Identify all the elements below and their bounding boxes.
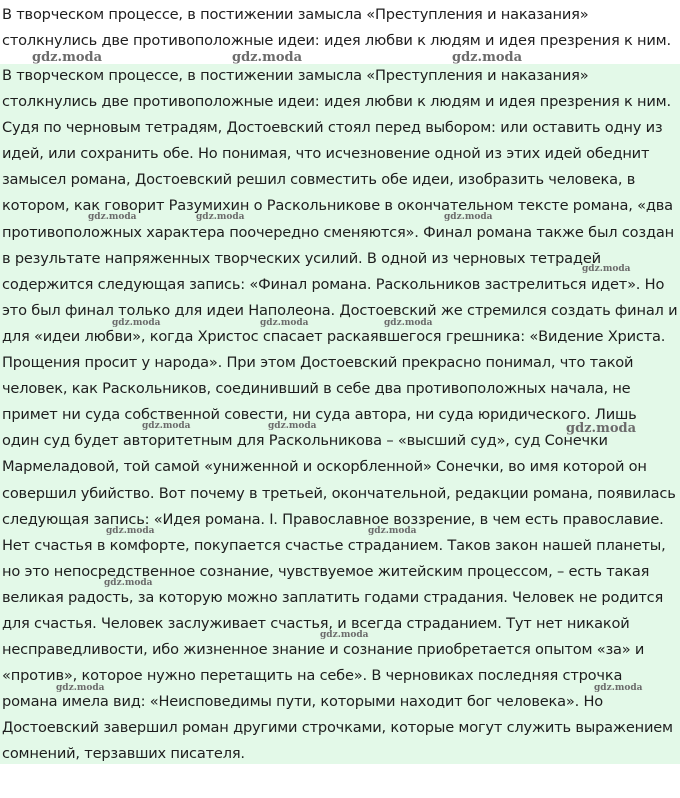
watermark: gdz.moda <box>196 212 245 222</box>
watermark: gdz.moda <box>106 526 155 536</box>
watermark: gdz.moda <box>32 50 103 64</box>
watermark: gdz.moda <box>56 683 105 693</box>
question-block <box>0 0 680 64</box>
watermark: gdz.moda <box>368 526 417 536</box>
question-text: В творческом процессе, в постижении замысла «Преступления и наказания» столкнулись две противоположные идеи: идея любви к людям и идея презрения к ним. <box>2 6 671 49</box>
answer-block <box>0 64 680 764</box>
watermark: gdz.moda <box>594 683 643 693</box>
watermark: gdz.moda <box>452 50 523 64</box>
watermark: gdz.moda <box>88 212 137 222</box>
watermark: gdz.moda <box>582 264 631 274</box>
watermark: gdz.moda <box>260 318 309 328</box>
watermark: gdz.moda <box>268 421 317 431</box>
watermark: gdz.moda <box>232 50 303 64</box>
watermark: gdz.moda <box>320 630 369 640</box>
watermark: gdz.moda <box>142 421 191 431</box>
watermark: gdz.moda <box>112 318 161 328</box>
watermark: gdz.moda <box>384 318 433 328</box>
answer-text: В творческом процессе, в постижении замысла «Преступления и наказания» столкнулись две противоположные идеи: идея любви к людям и идея презрения к ним. Судя по черновым тетрадям, Достоевский стоял перед выбором: или оставить одну из идей, или сохранить обе. Но понимая, что исчезновение одной из этих идей обеднит замысел романа, Достоевский решил совместить обе идеи, изобразить человека, в котором, как говорит Разумихин о Раскольникове в окончательном тексте романа, «два противоположных характера поочередно сменяются». Финал романа также был создан в результате напряженных творческих усилий. В одной из черновых тетрадей содержится следующая запись: «Финал романа. Раскольников застрелиться идет». Но это был финал только для идеи Наполеона. Достоевский же стремился создать финал и для «идеи любви», когда Христос спасает раскаявшегося грешника: «Видение Христа. Прощения просит у народа». При этом Достоевский прекрасно понимал, что такой человек, как Раскольников, соединивший в себе два противоположных начала, не примет ни суда собственной совести, ни суда автора, ни суда юридического. Лишь один суд будет авторитетным для Раскольникова – «высший суд», суд Сонечки Мармеладовой, той самой «униженной и оскорбленной» Сонечки, во имя которой он совершил убийство. Вот почему в третьей, окончательной, редакции романа, появилась следующая запись: «Идея романа. I. Православное воззрение, в чем есть православие. Нет счастья в комфорте, покупается счастье страданием. Таков закон нашей планеты, но это непосредственное сознание, чувствуемое житейским процессом, – есть такая великая радость, за которую можно заплатить годами страдания. Человек не родится для счастья. Человек заслуживает счастья, и всегда страданием. Тут нет никакой несправедливости, ибо жизненное знание и сознание приобретается опытом «за» и «против», которое нужно перетащить на себе». В черновиках последняя строчка романа имела вид: «Неисповедимы пути, которыми находит бог человека». Но Достоевский завершил роман другими строчками, которые могут служить выражением сомнений, терзавших писателя. <box>2 67 678 763</box>
watermark: gdz.moda <box>566 421 637 436</box>
watermark: gdz.moda <box>444 212 493 222</box>
watermark: gdz.moda <box>104 578 153 588</box>
